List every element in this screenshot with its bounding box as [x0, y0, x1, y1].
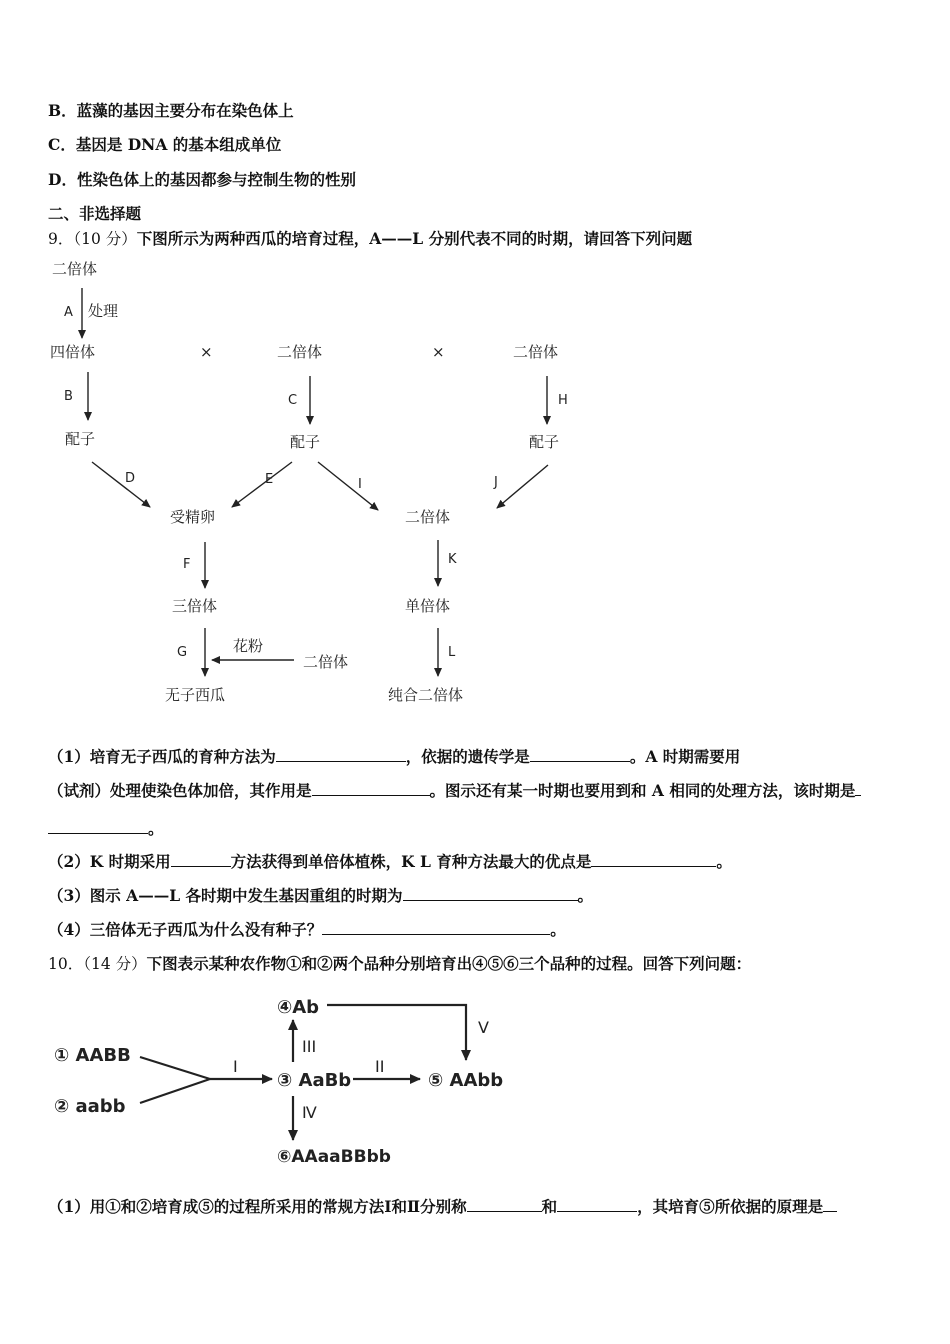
q9-2-text-a: （2）K 时期采用: [48, 852, 171, 871]
q10-1-text-b: 和: [541, 1197, 558, 1216]
label-a: A: [64, 305, 73, 320]
q9-3-text-a: （3）图示 A——L 各时期中发生基因重组的时期为: [48, 886, 403, 905]
diag-diploid-pollen: 二倍体: [303, 653, 349, 671]
q9-2-end: 。: [716, 852, 732, 871]
q9-3-end: 。: [577, 886, 594, 905]
option-d: D．性染色体上的基因都参与控制生物的性别: [48, 170, 356, 189]
label-k: K: [448, 552, 457, 567]
label-pollen: 花粉: [233, 637, 264, 655]
q9-1-text-d: （试剂）处理使染色体加倍，其作用是: [48, 781, 312, 800]
answer-blank[interactable]: [557, 1196, 637, 1212]
step-5: V: [478, 1018, 489, 1037]
gamete-2: 配子: [290, 433, 321, 451]
gamete-1: 配子: [65, 430, 96, 448]
section-title: 二、非选择题: [48, 204, 142, 223]
label-treat: 处理: [88, 302, 119, 320]
q10-1-text-c: ，其培育⑤所依据的原理是: [637, 1197, 824, 1216]
q9-4-end: 。: [550, 920, 566, 939]
diag-top-diploid: 二倍体: [52, 260, 98, 278]
step-3: III: [302, 1037, 317, 1056]
step-2: II: [375, 1057, 385, 1076]
label-b: B: [64, 389, 73, 404]
cross-1: ×: [200, 343, 213, 361]
variety-4: ④Ab: [277, 997, 320, 1018]
q9-1-end: 。: [148, 819, 164, 838]
q10-stem: 下图表示某种农作物①和②两个品种分别培育出④⑤⑥三个品种的过程。回答下列问题：: [146, 954, 752, 973]
q10-sub1: [48, 1196, 837, 1217]
diag-diploid-low: 二倍体: [405, 508, 451, 526]
q9-stem: 下图所示为两种西瓜的培育过程，A——L 分别代表不同的时期，请回答下列问题: [136, 229, 693, 248]
answer-blank[interactable]: [823, 1196, 837, 1212]
answer-blank[interactable]: [467, 1196, 542, 1212]
option-b: B．蓝藻的基因主要分布在染色体上: [48, 101, 294, 120]
label-h: H: [558, 393, 568, 408]
diag-pure: 纯合二倍体: [388, 686, 464, 704]
q9-4-text-a: （4）三倍体无子西瓜为什么没有种子？: [48, 920, 323, 939]
q9-score: （10 分）: [73, 230, 137, 248]
label-j: J: [494, 475, 498, 490]
q9-1-text-c: 。A 时期需要用: [629, 747, 741, 766]
q10-1-text-a: （1）用①和②培育成⑤的过程所采用的常规方法Ⅰ和Ⅱ分别称: [48, 1197, 467, 1216]
q9-number: 9．: [48, 230, 74, 248]
label-f: F: [183, 557, 191, 572]
variety-2: ② aabb: [54, 1096, 126, 1117]
q9-2-text-b: 方法获得到单倍体植株，K L 育种方法最大的优点是: [230, 852, 592, 871]
diag-diploid-mid: 二倍体: [277, 343, 323, 361]
variety-6: ⑥AAaaBBbb: [277, 1147, 391, 1167]
label-e: E: [265, 472, 274, 487]
label-l: L: [448, 645, 456, 660]
arrow-step-5: [327, 1005, 466, 1060]
cross-line-2: [140, 1079, 210, 1103]
q10-score: （14 分）: [83, 955, 147, 973]
q9-1-text-e: 。图示还有某一时期也要用到和 A 相同的处理方法，该时期是: [429, 781, 856, 800]
label-d: D: [125, 471, 136, 486]
label-i: I: [358, 477, 362, 492]
cross-line-1: [140, 1057, 210, 1079]
diag-zygote: 受精卵: [170, 508, 216, 526]
diag-seedless: 无子西瓜: [165, 686, 226, 704]
q10-number: 10．: [48, 955, 84, 973]
variety-1: ① AABB: [54, 1045, 131, 1066]
variety-5: ⑤ AAbb: [428, 1070, 504, 1091]
variety-3: ③ AaBb: [277, 1070, 352, 1091]
step-4: Ⅳ: [302, 1103, 317, 1122]
diag-haploid: 单倍体: [405, 597, 451, 615]
diag-tetraploid: 四倍体: [50, 343, 96, 361]
cross-2: ×: [432, 343, 445, 361]
label-g: G: [177, 645, 188, 660]
diag-triploid: 三倍体: [172, 597, 218, 615]
option-c: C．基因是 DNA 的基本组成单位: [48, 135, 282, 154]
q9-1-text-a: （1）培育无子西瓜的育种方法为: [48, 747, 276, 766]
gamete-3: 配子: [529, 433, 560, 451]
label-c: C: [288, 393, 298, 408]
step-1: I: [233, 1057, 238, 1076]
diag-diploid-right: 二倍体: [513, 343, 559, 361]
q9-1-text-b: ，依据的遗传学是: [405, 747, 530, 766]
